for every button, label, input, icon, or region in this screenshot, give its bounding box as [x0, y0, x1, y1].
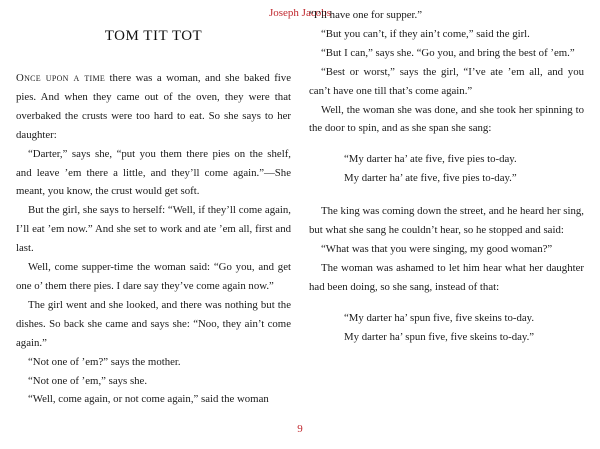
right-column — [309, 6, 584, 361]
paragraph: Well, the woman she was done, and she took her spinning to the door to spin, and as she span she sang: — [309, 103, 584, 135]
paragraph: “Best or worst,” says the girl, “I’ve ate ’em all, and you can’t have one till that’s come again.” — [309, 65, 584, 97]
story-title: TOM TIT TOT — [104, 28, 203, 44]
paragraph: “Well, come again, or not come again,” said the woman — [28, 393, 269, 406]
paragraph: “Not one of ’em?” says the mother. — [28, 355, 181, 368]
running-head: Joseph Jacobs — [268, 7, 332, 19]
verse-block — [309, 150, 584, 188]
verse-line: My darter ha’ spun five, five skeins to-day.” — [344, 330, 535, 343]
paragraph: “Darter,” says she, “put you them there pies on the shelf, and leave ’em there a little, and they’ll come again.”—She meant, you know, the crust would get soft. — [16, 147, 291, 198]
opening-smallcaps: Once upon a time — [16, 72, 106, 84]
verse-line: “My darter ha’ ate five, five pies to-day. — [344, 153, 517, 166]
paragraph: “What was that you were singing, my good woman?” — [321, 242, 553, 255]
paragraph: “But I can,” says she. “Go you, and bring the best of ’em.” — [321, 46, 575, 59]
paragraph: “Not one of ’em,” says she. — [28, 374, 148, 387]
paragraph: But the girl, she says to herself: “Well, if they’ll come again, I’ll eat ’em now.” And she set to work and ate ’em all, first and last. — [16, 204, 291, 255]
verse-line: “My darter ha’ spun five, five skeins to-day. — [344, 311, 535, 324]
paragraph: The woman was ashamed to let him hear what her daughter had been doing, so she sang, instead of that: — [309, 261, 584, 293]
page-number: 9 — [297, 423, 303, 435]
paragraph: The girl went and she looked, and there was nothing but the dishes. So back she came and says she: “Noo, they ain’t come again.” — [16, 298, 291, 349]
paragraph: “I’ll have one for supper.” — [309, 9, 423, 21]
paragraph: The king was coming down the street, and he heard her sing, but what she sang he couldn’t hear, so he stopped and said: — [309, 205, 584, 237]
verse-line: My darter ha’ ate five, five pies to-day.” — [344, 172, 517, 185]
opening-paragraph — [16, 69, 291, 145]
verse-block — [309, 309, 584, 347]
paragraph: Well, come supper-time the woman said: “Go you, and get one o’ them there pies. I dare say they’ve come again now.” — [16, 261, 291, 292]
paragraph: “But you can’t, if they ain’t come,” said the girl. — [321, 27, 530, 40]
left-column — [16, 24, 291, 409]
opening-rest: there was a woman, and she baked five pies. And when they came out of the oven, they were that overbaked the crusts were too hard to eat. So she says to her daughter: — [16, 72, 291, 141]
